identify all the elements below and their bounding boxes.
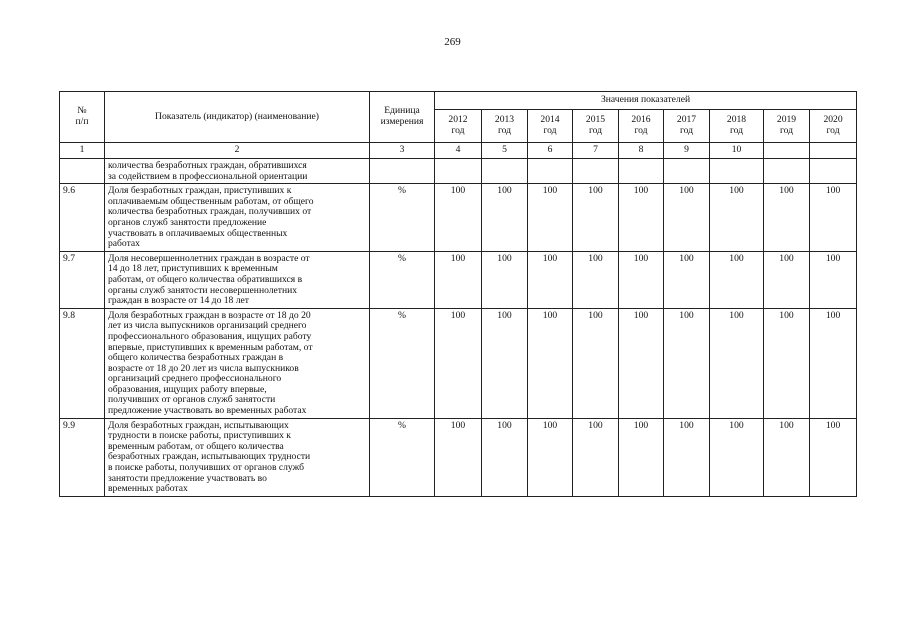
header-year-number: 2014: [540, 114, 560, 126]
header-year-suffix: год: [451, 125, 465, 136]
header-year-suffix: год: [679, 125, 694, 136]
column-numbering-row: [60, 143, 857, 159]
column-number-cell: 9: [664, 143, 710, 159]
header-year-number: 2018: [726, 114, 747, 126]
value-cell-2017: 100: [664, 184, 710, 252]
header-year-suffix: год: [779, 125, 794, 136]
value-cell-2017: 100: [664, 418, 710, 496]
column-number-cell: 4: [435, 143, 482, 159]
page-number: 269: [444, 36, 461, 48]
header-no-pp: п/п: [75, 116, 89, 127]
header-year-suffix: год: [543, 125, 557, 136]
text-line: количества безработных граждан, получивших от: [108, 206, 312, 218]
value-cell-2019: 100: [764, 418, 810, 496]
text-line: организаций среднего профессионального: [108, 373, 282, 385]
value-cell-2015: 100: [573, 418, 619, 496]
column-number-cell: 10: [710, 143, 764, 159]
text-line: работам, от общего количества обратившихся в: [108, 273, 303, 285]
text-line: Доля безработных граждан в возрасте от 18 до 20: [108, 309, 311, 321]
value-cell-2013: [482, 159, 528, 184]
value-cell-2012: 100: [435, 184, 482, 252]
text-line: граждан в возрасте от 14 до 18 лет: [108, 295, 249, 307]
indicator-name-cell: [105, 251, 370, 308]
text-line: количества безработных граждан, обратившихся: [108, 160, 307, 171]
text-line: трудности в поиске работы, приступивших к: [108, 430, 291, 442]
header-values: Значения показателей: [435, 92, 857, 110]
row-number-cell: [60, 159, 105, 184]
header-year-suffix: год: [634, 125, 648, 136]
header-year-number: 2017: [676, 114, 697, 126]
value-cell-2020: 100: [810, 251, 857, 308]
indicator-name-cell: [105, 184, 370, 252]
value-cell-2012: 100: [435, 308, 482, 418]
header-year-2018: [710, 110, 764, 143]
table-row: [60, 251, 857, 308]
unit-cell: [370, 159, 435, 184]
value-cell-2014: [528, 159, 573, 184]
value-cell-2016: 100: [619, 418, 664, 496]
unit-cell: %: [370, 418, 435, 496]
value-cell-2015: 100: [573, 184, 619, 252]
text-line: профессионального образования, ищущих работу: [108, 330, 312, 342]
value-cell-2013: 100: [482, 251, 528, 308]
value-cell-2020: 100: [810, 418, 857, 496]
value-cell-2020: 100: [810, 184, 857, 252]
value-cell-2018: 100: [710, 251, 764, 308]
text-line: лет из числа выпускников организаций среднего: [108, 320, 307, 332]
value-cell-2017: 100: [664, 251, 710, 308]
header-year-suffix: год: [729, 125, 744, 136]
value-cell-2019: [764, 159, 810, 184]
column-number-cell: [810, 143, 857, 159]
header-row-top: [60, 92, 857, 110]
text-line: предложение участвовать во временных работах: [108, 405, 307, 417]
header-year-number: 2020: [823, 114, 843, 126]
text-line: Доля несовершеннолетних граждан в возрасте от: [108, 252, 310, 264]
column-number-cell: 2: [105, 143, 370, 159]
text-line: образования, ищущих работу впервые,: [108, 383, 267, 395]
value-cell-2019: 100: [764, 184, 810, 252]
row-number-cell: 9.6: [60, 184, 105, 252]
value-cell-2015: 100: [573, 308, 619, 418]
text-line: органов служб занятости предложение: [108, 216, 267, 228]
text-line: органы служб занятости несовершеннолетних: [108, 284, 298, 296]
header-year-2014: [528, 110, 573, 143]
text-line: впервые, приступивших к временным работам, от: [108, 341, 313, 353]
value-cell-2016: 100: [619, 308, 664, 418]
row-number-cell: 9.7: [60, 251, 105, 308]
table-row: [60, 159, 857, 184]
value-cell-2012: [435, 159, 482, 184]
value-cell-2013: 100: [482, 184, 528, 252]
value-cell-2016: [619, 159, 664, 184]
text-line: Доля безработных граждан, испытывающих: [108, 419, 289, 431]
indicators-table: [59, 91, 857, 497]
header-year-2017: [664, 110, 710, 143]
column-number-cell: 1: [60, 143, 105, 159]
value-cell-2013: 100: [482, 308, 528, 418]
table-header: [60, 92, 857, 143]
header-year-2020: [810, 110, 857, 143]
text-line: в поиске работы, получивших от органов служб: [108, 462, 304, 474]
text-line: временным работам, от общего количества: [108, 440, 284, 452]
header-year-number: 2015: [585, 114, 606, 126]
value-cell-2015: [573, 159, 619, 184]
text-line: Доля безработных граждан, приступивших к: [108, 185, 292, 197]
header-unit-line-1: Единица: [384, 105, 420, 117]
header-year-2013: [482, 110, 528, 143]
value-cell-2020: 100: [810, 308, 857, 418]
column-number-cell: 8: [619, 143, 664, 159]
value-cell-2015: 100: [573, 251, 619, 308]
value-cell-2017: [664, 159, 710, 184]
header-year-number: 2012: [448, 114, 468, 126]
value-cell-2019: 100: [764, 251, 810, 308]
text-line: участвовать в оплачиваемых общественных: [108, 227, 288, 239]
table-body: [60, 143, 857, 497]
header-year-number: 2019: [776, 114, 797, 126]
header-no-sign: №: [77, 105, 87, 117]
row-number-cell: 9.9: [60, 418, 105, 496]
table-row: [60, 308, 857, 418]
text-line: оплачиваемым общественным работам, от общего: [108, 195, 314, 207]
column-number-cell: 7: [573, 143, 619, 159]
value-cell-2018: 100: [710, 184, 764, 252]
value-cell-2012: 100: [435, 251, 482, 308]
text-line: возрасте от 18 до 20 лет из числа выпускников: [108, 362, 299, 374]
row-number-cell: 9.8: [60, 308, 105, 418]
text-line: занятости предложение участвовать во: [108, 472, 267, 484]
column-number-cell: 5: [482, 143, 528, 159]
value-cell-2014: 100: [528, 308, 573, 418]
value-cell-2014: 100: [528, 418, 573, 496]
header-year-suffix: год: [588, 125, 603, 136]
text-line: работах: [108, 238, 140, 250]
table-row: [60, 184, 857, 252]
value-cell-2018: 100: [710, 308, 764, 418]
value-cell-2020: [810, 159, 857, 184]
header-year-2015: [573, 110, 619, 143]
indicator-name-cell: [105, 159, 370, 184]
unit-cell: %: [370, 308, 435, 418]
header-year-2019: [764, 110, 810, 143]
header-no: [60, 92, 105, 143]
text-line: безработных граждан, испытывающих трудности: [108, 451, 311, 463]
text-line: 14 до 18 лет, приступивших к временным: [108, 263, 278, 275]
value-cell-2018: 100: [710, 418, 764, 496]
header-year-suffix: год: [826, 125, 840, 136]
value-cell-2018: [710, 159, 764, 184]
value-cell-2019: 100: [764, 308, 810, 418]
header-unit-line-2: измерения: [380, 116, 424, 127]
unit-cell: %: [370, 251, 435, 308]
value-cell-2016: 100: [619, 251, 664, 308]
header-year-2016: [619, 110, 664, 143]
value-cell-2016: 100: [619, 184, 664, 252]
unit-cell: %: [370, 184, 435, 252]
header-year-suffix: год: [497, 125, 512, 136]
header-indicator-name: Показатель (индикатор) (наименование): [105, 92, 370, 143]
value-cell-2012: 100: [435, 418, 482, 496]
value-cell-2017: 100: [664, 308, 710, 418]
value-cell-2014: 100: [528, 184, 573, 252]
column-number-cell: 6: [528, 143, 573, 159]
text-line: временных работах: [108, 483, 188, 495]
table-row: [60, 418, 857, 496]
value-cell-2014: 100: [528, 251, 573, 308]
header-year-number: 2013: [494, 114, 515, 126]
column-number-cell: 3: [370, 143, 435, 159]
header-year-number: 2016: [631, 114, 651, 126]
header-unit: [370, 92, 435, 143]
header-year-2012: [435, 110, 482, 143]
indicator-name-cell: [105, 308, 370, 418]
text-line: общего количества безработных граждан в: [108, 352, 284, 364]
column-number-cell: [764, 143, 810, 159]
text-line: за содействием в профессиональной ориентации: [108, 170, 308, 182]
text-line: получивших от органов служб занятости: [108, 394, 276, 406]
value-cell-2013: 100: [482, 418, 528, 496]
indicator-name-cell: [105, 418, 370, 496]
